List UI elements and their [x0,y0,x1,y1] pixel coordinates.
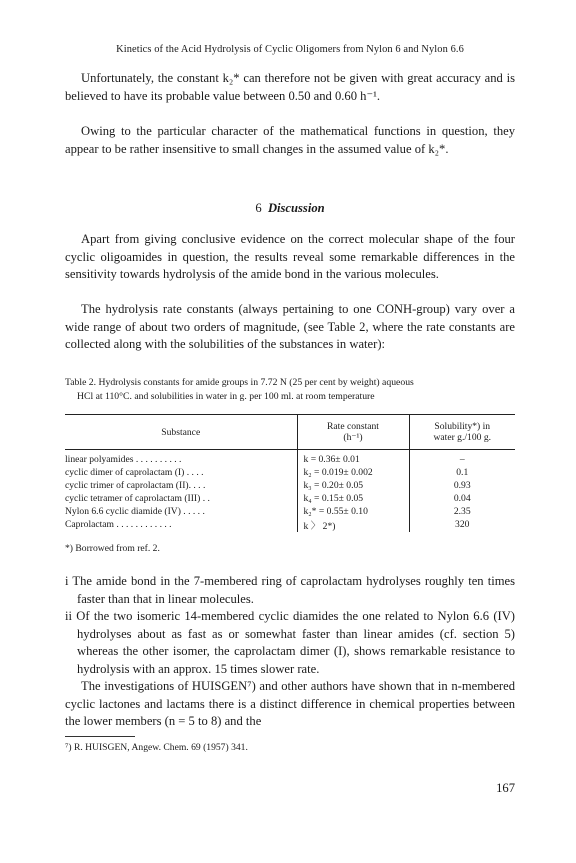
findings-list [65,573,515,678]
list-text: Of the two isomeric 14-membered cyclic diamides the one related to Nylon 6.6 (IV) hydrolyses about as fast as or somewhat faster than linear amides (cf. section 5) whereas the other isomer, the caprolactam dimer (I), shows remarkable resistance to hydrolysis with an approx. 15 times slower rate. [76,609,515,676]
header-rate [297,415,409,450]
cell-solubility: 320 [409,518,515,532]
table-row [65,505,515,518]
cell-solubility: – [409,450,515,466]
cell-substance: linear polyamides . . . . . . . . . . [65,454,182,466]
footnote-reference: ⁷) R. HUISGEN, Angew. Chem. 69 (1957) 341. [65,742,248,753]
cell-rate: k₃ = 0.20± 0.05 [297,479,409,492]
header-rate-label: Rate constant [327,421,379,432]
cell-solubility: 0.93 [409,479,515,492]
cell-solubility: 0.1 [409,466,515,479]
list-text: The amide bond in the 7-membered ring of caprolactam hydrolyses roughly ten times faster than that in linear molecules. [72,574,515,606]
cell-substance: cyclic trimer of caprolactam (II). . . . [65,479,206,491]
table-caption-line2: HCl at 110°C. and solubilities in water in g. per 100 ml. at room temperature [77,391,375,402]
cell-rate: k₂ = 0.019± 0.002 [297,466,409,479]
table-header-row [65,415,515,450]
paragraph-3: Apart from giving conclusive evidence on the correct molecular shape of the four cyclic oligoamides in question, the results reveal some remarkable differences in the sensitivity towards hydrolysis of the amide bond in the various molecules. [65,232,515,281]
running-header: Kinetics of the Acid Hydrolysis of Cyclic Oligomers from Nylon 6 and Nylon 6.6 [116,44,464,55]
header-solubility [409,415,515,450]
header-rate-unit: (h⁻¹) [343,432,363,443]
list-marker: i [65,574,69,588]
table-footnote: *) Borrowed from ref. 2. [65,543,160,554]
table-caption [65,376,515,404]
header-solubility-label: Solubility*) in [434,421,491,432]
footnote-divider [65,736,135,737]
table-caption-line1: Table 2. Hydrolysis constants for amide groups in 7.72 N (25 per cent by weight) aqueous [65,377,414,388]
cell-rate: k₄ = 0.15± 0.05 [297,492,409,505]
table-row [65,479,515,492]
cell-rate: k 〉 2*) [297,518,409,532]
table-row [65,466,515,479]
section-heading [65,201,515,216]
list-marker: ii [65,609,72,623]
cell-solubility: 0.04 [409,492,515,505]
list-item [65,573,515,608]
header-solubility-unit: water g./100 g. [433,432,492,443]
cell-rate: k₂* = 0.55± 0.10 [297,505,409,518]
table-row [65,450,515,466]
cell-substance: cyclic dimer of caprolactam (I) . . . . [65,466,204,478]
cell-rate: k = 0.36± 0.01 [297,450,409,466]
section-title: Discussion [267,201,325,215]
paragraph-1: Unfortunately, the constant k₂* can therefore not be given with great accuracy and is believed to have its probable value between 0.50 and 0.60 h⁻¹. [65,71,515,103]
paragraph-2: Owing to the particular character of the mathematical functions in question, they appear to be rather insensitive to small changes in the assumed value of k₂*. [65,124,515,156]
section-number: 6 [255,201,262,215]
cell-substance: Nylon 6.6 cyclic diamide (IV) . . . . . [65,505,205,517]
paragraph-4: The hydrolysis rate constants (always pertaining to one CONH-group) vary over a wide range of about two orders of magnitude, (see Table 2, where the rate constants are collected along with the solubilities of the substances in water): [65,302,515,351]
cell-solubility: 2.35 [409,505,515,518]
cell-substance: cyclic tetramer of caprolactam (III) . . [65,492,210,504]
table-row [65,492,515,505]
list-item [65,608,515,678]
paragraph-5: The investigations of HUISGEN⁷) and other authors have shown that in n-membered cyclic lactones and lactams there is a distinct difference in chemical properties between the lower members (n = 5 to 8) and the [65,679,515,728]
hydrolysis-table [65,414,515,532]
header-substance: Substance [161,426,201,438]
page-number: 167 [496,781,515,795]
cell-substance: Caprolactam . . . . . . . . . . . . [65,519,172,530]
table-row [65,518,515,532]
